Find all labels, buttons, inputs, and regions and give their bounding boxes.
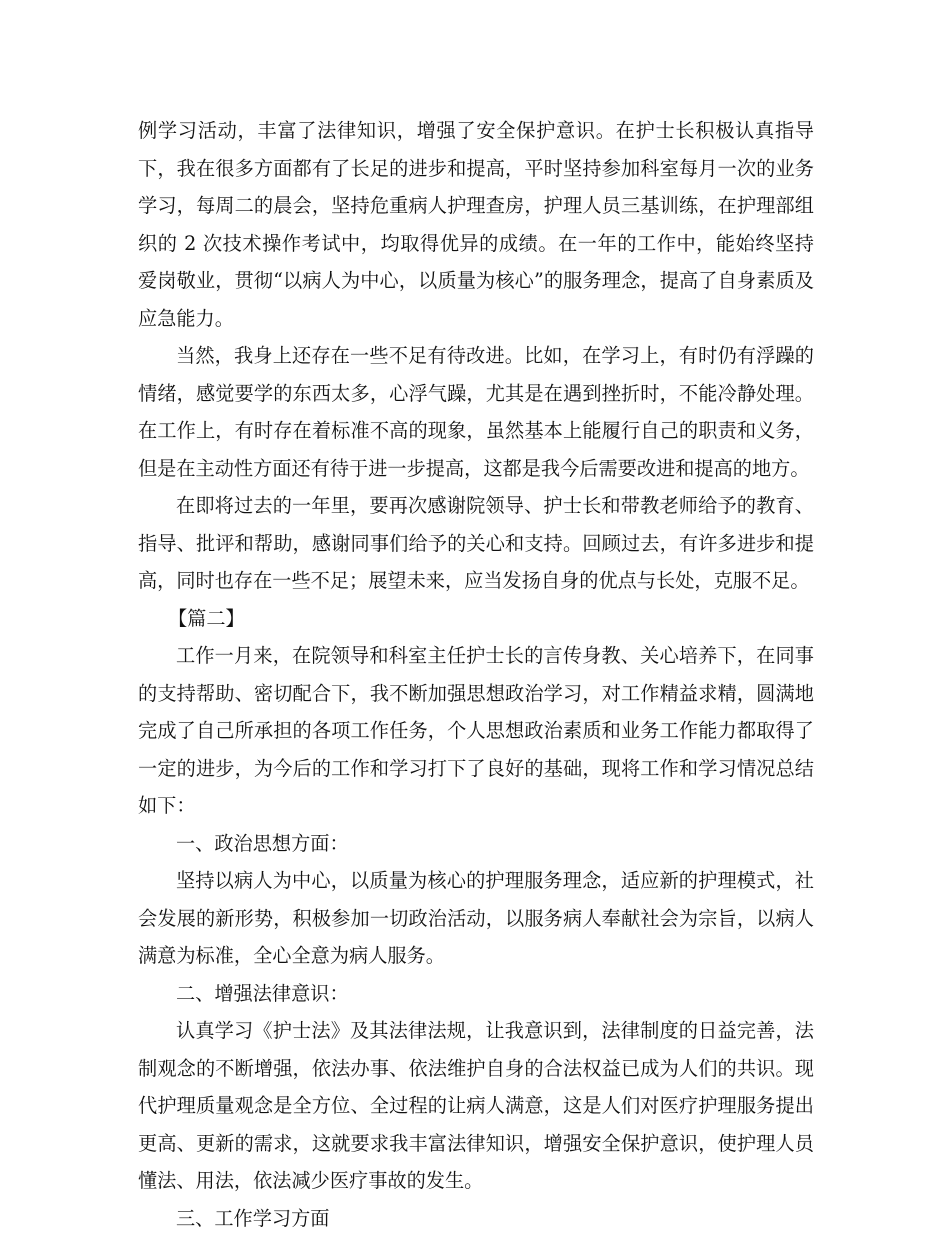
paragraph-intro-part-two: 工作一月来，在院领导和科室主任护士长的言传身教、关心培养下，在同事的支持帮助、密切配合下，我不断加强思想政治学习，对工作精益求精，圆满地完成了自己所承担的各项工作任务，个人思想政治素质和业务工作能力都取得了一定的进步，为今后的工作和学习打下了良好的基础，现将工作和学习情况总结如下： bbox=[138, 637, 814, 825]
subheading-legal-awareness: 二、增强法律意识： bbox=[138, 975, 814, 1013]
paragraph-thanks: 在即将过去的一年里，要再次感谢院领导、护士长和带教老师给予的教育、指导、批评和帮助，感谢同事们给予的关心和支持。回顾过去，有许多进步和提高，同时也存在一些不足；展望未来，应当发扬自身的优点与长处，克服不足。 bbox=[138, 487, 814, 600]
paragraph-shortcomings: 当然，我身上还存在一些不足有待改进。比如，在学习上，有时仍有浮躁的情绪，感觉要学的东西太多，心浮气躁，尤其是在遇到挫折时，不能冷静处理。在工作上，有时存在着标准不高的现象，虽然基本上能履行自己的职责和义务，但是在主动性方面还有待于进一步提高，这都是我今后需要改进和提高的地方。 bbox=[138, 337, 814, 487]
paragraph-continuation: 例学习活动，丰富了法律知识，增强了安全保护意识。在护士长积极认真指导下，我在很多方面都有了长足的进步和提高，平时坚持参加科室每月一次的业务学习，每周二的晨会，坚持危重病人护理查房，护理人员三基训练，在护理部组织的 2 次技术操作考试中，均取得优异的成绩。在一年的工作中，能始终坚持爱岗敬业，贯彻“以病人为中心，以质量为核心”的服务理念，提高了自身素质及应急能力。 bbox=[138, 112, 814, 337]
subheading-political-thought: 一、政治思想方面： bbox=[138, 825, 814, 863]
document-body bbox=[138, 112, 814, 1237]
paragraph-legal-awareness: 认真学习《护士法》及其法律法规，让我意识到，法律制度的日益完善，法制观念的不断增强，依法办事、依法维护自身的合法权益已成为人们的共识。现代护理质量观念是全方位、全过程的让病人满意，这是人们对医疗护理服务提出更高、更新的需求，这就要求我丰富法律知识，增强安全保护意识，使护理人员懂法、用法，依法减少医疗事故的发生。 bbox=[138, 1012, 814, 1200]
paragraph-political-thought: 坚持以病人为中心，以质量为核心的护理服务理念，适应新的护理模式，社会发展的新形势，积极参加一切政治活动，以服务病人奉献社会为宗旨，以病人满意为标准，全心全意为病人服务。 bbox=[138, 862, 814, 975]
section-heading-part-two: 【篇二】 bbox=[138, 600, 814, 638]
subheading-work-study: 三、工作学习方面 bbox=[138, 1200, 814, 1237]
